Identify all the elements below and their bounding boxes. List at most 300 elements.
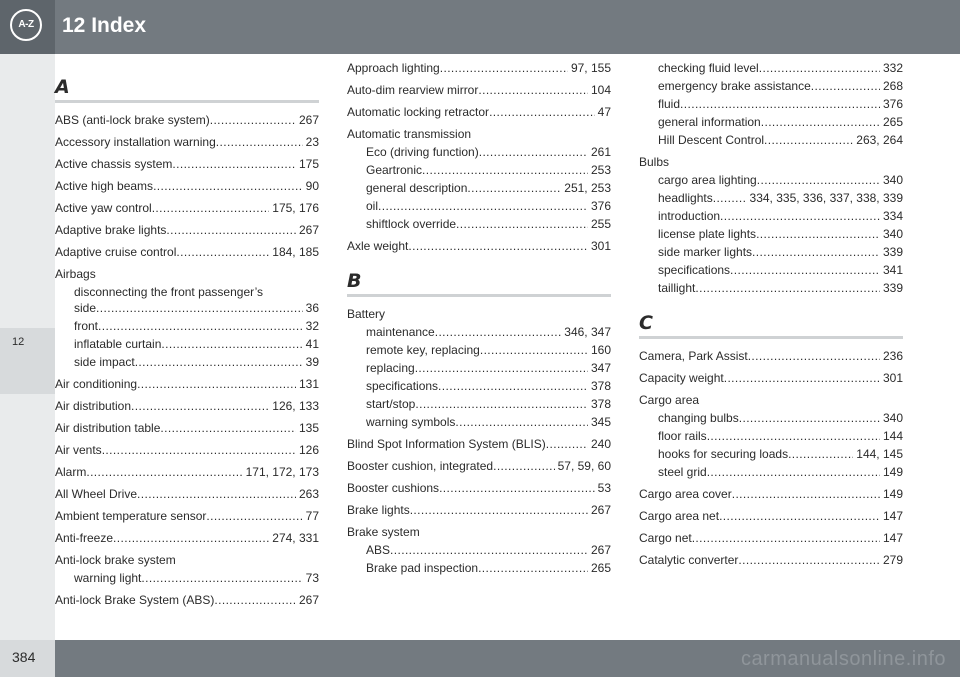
index-entry xyxy=(55,592,319,608)
page-reference: 263, 264 xyxy=(856,133,903,147)
index-entry xyxy=(55,530,319,546)
entry-label: warning light xyxy=(74,571,142,585)
logo-area xyxy=(0,0,55,54)
page-reference: 267 xyxy=(298,223,319,237)
index-entry xyxy=(347,458,611,474)
section-letter: C xyxy=(639,312,653,334)
entry-line xyxy=(658,132,903,148)
entry-line xyxy=(55,592,319,608)
dot-leader xyxy=(98,318,303,334)
entry-label: Brake pad inspection xyxy=(366,561,479,575)
entry-line xyxy=(55,178,319,194)
sub-entry xyxy=(74,284,319,316)
page-reference: 47 xyxy=(597,105,611,119)
index-entry xyxy=(347,104,611,120)
entry-line xyxy=(366,216,611,232)
entry-line xyxy=(366,396,611,412)
page-reference: 267 xyxy=(590,543,611,557)
entry-label: Eco (driving function) xyxy=(366,145,479,159)
page-reference: 149 xyxy=(882,487,903,501)
dot-leader xyxy=(479,144,588,160)
entry-line xyxy=(366,360,611,376)
sub-entry xyxy=(658,428,903,444)
page-reference: 135 xyxy=(298,421,319,435)
entry-label: steel grid xyxy=(658,465,707,479)
dot-leader xyxy=(210,112,296,128)
index-section xyxy=(639,310,903,568)
entry-line xyxy=(74,354,319,370)
section-divider xyxy=(639,336,903,339)
entry-line xyxy=(74,300,319,316)
entry-line xyxy=(658,114,903,130)
entry-line xyxy=(658,464,903,480)
sub-entry xyxy=(658,132,903,148)
dot-leader xyxy=(724,370,880,386)
entry-label: Automatic locking retractor xyxy=(347,105,490,119)
index-entry xyxy=(55,508,319,524)
dot-leader xyxy=(410,502,588,518)
dot-leader xyxy=(489,104,595,120)
page-reference: 332 xyxy=(882,61,903,75)
sub-entry xyxy=(366,542,611,558)
sub-entry xyxy=(658,114,903,130)
section-letter: A xyxy=(55,76,70,98)
sub-entry xyxy=(366,396,611,412)
entry-heading: Brake system xyxy=(347,525,420,539)
entry-label: specifications xyxy=(366,379,439,393)
page-reference: 265 xyxy=(882,115,903,129)
dot-leader xyxy=(153,178,303,194)
index-entry xyxy=(347,82,611,98)
entry-line xyxy=(55,156,319,172)
watermark: carmanualsonline.info xyxy=(740,648,946,670)
entry-label: Brake lights xyxy=(347,503,410,517)
entry-line xyxy=(366,180,611,196)
entry-line xyxy=(658,280,903,296)
dot-leader xyxy=(438,378,588,394)
page-reference: 334, 335, 336, 337, 338, 339 xyxy=(749,191,903,205)
sub-entry xyxy=(74,318,319,334)
page-reference: 376 xyxy=(590,199,611,213)
index-section xyxy=(347,60,611,254)
entry-line xyxy=(658,446,903,462)
entry-heading: Airbags xyxy=(55,267,96,281)
entry-line xyxy=(55,134,319,150)
page-reference: 160 xyxy=(590,343,611,357)
dot-leader xyxy=(738,552,880,568)
entry-line xyxy=(366,342,611,358)
index-entry xyxy=(55,398,319,414)
page-reference: 267 xyxy=(590,503,611,517)
page-reference: 104 xyxy=(590,83,611,97)
index-entry xyxy=(55,134,319,150)
dot-leader xyxy=(707,464,880,480)
entry-label: Air vents xyxy=(55,443,102,457)
entry-line xyxy=(658,172,903,188)
index-entry xyxy=(639,486,903,502)
entry-line xyxy=(55,112,319,128)
entry-line xyxy=(55,530,319,546)
entry-line xyxy=(55,398,319,414)
page-reference: 268 xyxy=(882,79,903,93)
dot-leader xyxy=(730,262,880,278)
page-reference: 144, 145 xyxy=(856,447,903,461)
dot-leader xyxy=(713,190,747,206)
entry-label: Blind Spot Information System (BLIS) xyxy=(347,437,546,451)
page-reference: 347 xyxy=(590,361,611,375)
page-header xyxy=(0,0,960,54)
index-entry xyxy=(347,436,611,452)
index-entry xyxy=(347,502,611,518)
entry-line xyxy=(658,262,903,278)
dot-leader xyxy=(480,342,588,358)
entry-label: Auto-dim rearview mirror xyxy=(347,83,479,97)
entry-label: ABS xyxy=(366,543,391,557)
page-reference: 261 xyxy=(590,145,611,159)
sub-entry xyxy=(658,280,903,296)
sub-entry xyxy=(658,244,903,260)
dot-leader xyxy=(152,200,270,216)
page-reference: 279 xyxy=(882,553,903,567)
index-entry xyxy=(55,486,319,502)
page-reference: 39 xyxy=(305,355,319,369)
section-divider xyxy=(347,294,611,297)
entry-label: floor rails xyxy=(658,429,707,443)
index-entry xyxy=(55,552,319,586)
index-column-3 xyxy=(639,60,903,582)
entry-label: All Wheel Drive xyxy=(55,487,138,501)
page-reference: 251, 253 xyxy=(564,181,611,195)
index-entry xyxy=(55,266,319,370)
dot-leader xyxy=(408,238,588,254)
entry-label: Hill Descent Control xyxy=(658,133,765,147)
dot-leader xyxy=(680,96,880,112)
entry-label: taillight xyxy=(658,281,696,295)
entry-line xyxy=(347,104,611,120)
dot-leader xyxy=(137,486,296,502)
page-reference: 376 xyxy=(882,97,903,111)
entry-line xyxy=(55,508,319,524)
entry-label: Booster cushions xyxy=(347,481,440,495)
entry-label: replacing xyxy=(366,361,415,375)
entry-line xyxy=(366,378,611,394)
dot-leader xyxy=(415,396,588,412)
entry-label: fluid xyxy=(658,97,681,111)
dot-leader xyxy=(172,156,296,172)
dot-leader xyxy=(216,134,303,150)
entry-line xyxy=(658,60,903,76)
sub-entry xyxy=(658,78,903,94)
entry-line xyxy=(639,552,903,568)
entry-line xyxy=(639,530,903,546)
sub-entry xyxy=(366,144,611,160)
page-reference: 147 xyxy=(882,509,903,523)
dot-leader xyxy=(546,436,588,452)
index-section xyxy=(639,60,903,296)
entry-label: Catalytic converter xyxy=(639,553,739,567)
entry-line xyxy=(366,144,611,160)
dot-leader xyxy=(206,508,302,524)
entry-line xyxy=(55,244,319,260)
entry-label: Anti-lock Brake System (ABS) xyxy=(55,593,215,607)
sub-entry-label: disconnecting the front passenger’s xyxy=(74,285,264,299)
dot-leader xyxy=(378,198,588,214)
entry-label: checking fluid level xyxy=(658,61,759,75)
page-reference: 184, 185 xyxy=(272,245,319,259)
entry-label: Accessory installation warning xyxy=(55,135,216,149)
index-entry xyxy=(639,392,903,480)
dot-leader xyxy=(96,300,303,316)
page-reference: 23 xyxy=(305,135,319,149)
entry-line xyxy=(658,428,903,444)
entry-label: Air distribution xyxy=(55,399,132,413)
entry-label: Anti-freeze xyxy=(55,531,114,545)
entry-label: Approach lighting xyxy=(347,61,440,75)
page-reference: 253 xyxy=(590,163,611,177)
entry-label: cargo area lighting xyxy=(658,173,757,187)
dot-leader xyxy=(160,420,296,436)
index-column-1 xyxy=(55,60,319,622)
page-reference: 147 xyxy=(882,531,903,545)
dot-leader xyxy=(752,244,880,260)
entry-line xyxy=(639,486,903,502)
entry-line xyxy=(658,226,903,242)
page-number-box xyxy=(0,640,55,677)
sub-entries xyxy=(55,284,319,370)
sub-entry xyxy=(658,172,903,188)
dot-leader xyxy=(166,222,296,238)
sub-entry xyxy=(366,324,611,340)
page-reference: 73 xyxy=(305,571,319,585)
entry-label: Active chassis system xyxy=(55,157,173,171)
entry-label: Capacity weight xyxy=(639,371,724,385)
sub-entries xyxy=(55,570,319,586)
sub-entry-label: side xyxy=(74,301,97,315)
page-reference: 240 xyxy=(590,437,611,451)
entry-label: general description xyxy=(366,181,468,195)
entry-label: Ambient temperature sensor xyxy=(55,509,207,523)
sub-entries xyxy=(347,542,611,576)
entry-heading: Battery xyxy=(347,307,386,321)
index-logo-icon: A-Z xyxy=(10,9,42,41)
dot-leader xyxy=(478,560,588,576)
entry-label: Booster cushion, integrated xyxy=(347,459,494,473)
index-entry xyxy=(639,154,903,296)
page-reference: 340 xyxy=(882,411,903,425)
entry-label: introduction xyxy=(658,209,721,223)
page-footer xyxy=(0,640,960,677)
entry-label: hooks for securing loads xyxy=(658,447,789,461)
page-reference: 340 xyxy=(882,173,903,187)
index-entry xyxy=(347,306,611,430)
index-entry xyxy=(639,348,903,364)
entry-label: Alarm xyxy=(55,465,87,479)
sub-entry xyxy=(658,60,903,76)
entry-line xyxy=(658,96,903,112)
entry-label: Active yaw control xyxy=(55,201,152,215)
page-reference: 149 xyxy=(882,465,903,479)
entry-line xyxy=(366,162,611,178)
dot-leader xyxy=(811,78,880,94)
index-entry xyxy=(55,222,319,238)
page-reference: 334 xyxy=(882,209,903,223)
dot-leader xyxy=(415,360,588,376)
entry-label: headlights xyxy=(658,191,713,205)
entry-label: front xyxy=(74,319,99,333)
index-entry xyxy=(639,370,903,386)
entry-line xyxy=(639,370,903,386)
entry-label: Adaptive cruise control xyxy=(55,245,177,259)
section-letter: B xyxy=(347,270,362,292)
dot-leader xyxy=(141,570,302,586)
sub-entry xyxy=(366,216,611,232)
entry-line xyxy=(658,208,903,224)
page-reference: 378 xyxy=(590,397,611,411)
entry-line xyxy=(658,244,903,260)
page-reference: 53 xyxy=(597,481,611,495)
entry-label: emergency brake assistance xyxy=(658,79,811,93)
dot-leader xyxy=(161,336,302,352)
section-divider xyxy=(55,100,319,103)
dot-leader xyxy=(440,60,568,76)
sub-entry xyxy=(366,378,611,394)
entry-label: ABS (anti-lock brake system) xyxy=(55,113,210,127)
entry-line xyxy=(55,376,319,392)
entry-label: remote key, replacing xyxy=(366,343,480,357)
sub-entry xyxy=(74,570,319,586)
page-reference: 339 xyxy=(882,281,903,295)
page-reference: 77 xyxy=(305,509,319,523)
sub-entry xyxy=(658,208,903,224)
dot-leader xyxy=(759,60,880,76)
sub-entry xyxy=(366,414,611,430)
entry-line xyxy=(74,570,319,586)
entry-label: warning symbols xyxy=(366,415,456,429)
dot-leader xyxy=(214,592,296,608)
index-column-2 xyxy=(347,60,611,590)
page-reference: 171, 172, 173 xyxy=(245,465,319,479)
entry-label: inflatable curtain xyxy=(74,337,162,351)
index-entry xyxy=(55,200,319,216)
entry-line xyxy=(347,60,611,76)
index-section xyxy=(347,268,611,576)
dot-leader xyxy=(435,324,562,340)
page-reference: 126 xyxy=(298,443,319,457)
entry-line xyxy=(366,542,611,558)
dot-leader xyxy=(135,354,303,370)
entry-label: side marker lights xyxy=(658,245,753,259)
entry-line xyxy=(347,502,611,518)
index-entry xyxy=(55,376,319,392)
index-section xyxy=(55,74,319,608)
index-entry xyxy=(347,524,611,576)
entry-label: Cargo net xyxy=(639,531,692,545)
page-reference: 131 xyxy=(298,377,319,391)
entry-heading: Anti-lock brake system xyxy=(55,553,176,567)
dot-leader xyxy=(455,414,588,430)
page-reference: 274, 331 xyxy=(272,531,319,545)
entry-line xyxy=(347,458,611,474)
sub-entry xyxy=(366,560,611,576)
dot-leader xyxy=(102,442,296,458)
chapter-tab xyxy=(0,328,55,394)
entry-line xyxy=(639,348,903,364)
dot-leader xyxy=(137,376,296,392)
index-entry xyxy=(639,60,903,148)
sub-entries xyxy=(639,60,903,148)
entry-label: specifications xyxy=(658,263,731,277)
page-reference: 175 xyxy=(298,157,319,171)
page-reference: 345 xyxy=(590,415,611,429)
dot-leader xyxy=(756,226,880,242)
page-reference: 41 xyxy=(305,337,319,351)
page-reference: 32 xyxy=(305,319,319,333)
entry-line xyxy=(366,324,611,340)
entry-label: maintenance xyxy=(366,325,435,339)
entry-line xyxy=(639,508,903,524)
dot-leader xyxy=(719,508,880,524)
dot-leader xyxy=(390,542,588,558)
page-reference: 255 xyxy=(590,217,611,231)
entry-label: side impact xyxy=(74,355,135,369)
entry-label: Adaptive brake lights xyxy=(55,223,167,237)
chapter-number: 12 xyxy=(12,336,25,348)
entry-line xyxy=(74,318,319,334)
page-title: 12 Index xyxy=(62,14,147,37)
entry-heading: Bulbs xyxy=(639,155,670,169)
entry-label: Axle weight xyxy=(347,239,409,253)
dot-leader xyxy=(757,172,880,188)
page-reference: 339 xyxy=(882,245,903,259)
page-reference: 346, 347 xyxy=(564,325,611,339)
dot-leader xyxy=(695,280,880,296)
sub-entries xyxy=(347,144,611,232)
entry-label: changing bulbs xyxy=(658,411,739,425)
entry-label: Active high beams xyxy=(55,179,154,193)
sub-entries xyxy=(347,324,611,430)
index-entry xyxy=(55,112,319,128)
sub-entry xyxy=(658,226,903,242)
dot-leader xyxy=(761,114,880,130)
sub-entry xyxy=(74,354,319,370)
sub-entries xyxy=(639,410,903,480)
page-reference: 36 xyxy=(305,301,319,315)
dot-leader xyxy=(113,530,269,546)
index-entry xyxy=(347,60,611,76)
entry-line xyxy=(658,190,903,206)
dot-leader xyxy=(764,132,853,148)
entry-line xyxy=(658,410,903,426)
dot-leader xyxy=(739,410,880,426)
sub-entries xyxy=(639,172,903,296)
sub-entry xyxy=(658,410,903,426)
entry-line xyxy=(658,78,903,94)
entry-line xyxy=(366,414,611,430)
entry-label: shiftlock override xyxy=(366,217,457,231)
entry-label: Air conditioning xyxy=(55,377,138,391)
entry-label: oil xyxy=(366,199,379,213)
page-number: 384 xyxy=(12,649,36,665)
entry-line xyxy=(347,238,611,254)
dot-leader xyxy=(493,458,555,474)
dot-leader xyxy=(422,162,588,178)
entry-line xyxy=(55,200,319,216)
sub-entry xyxy=(658,190,903,206)
entry-label: Camera, Park Assist xyxy=(639,349,748,363)
dot-leader xyxy=(732,486,880,502)
page-reference: 267 xyxy=(298,113,319,127)
page-reference: 341 xyxy=(882,263,903,277)
